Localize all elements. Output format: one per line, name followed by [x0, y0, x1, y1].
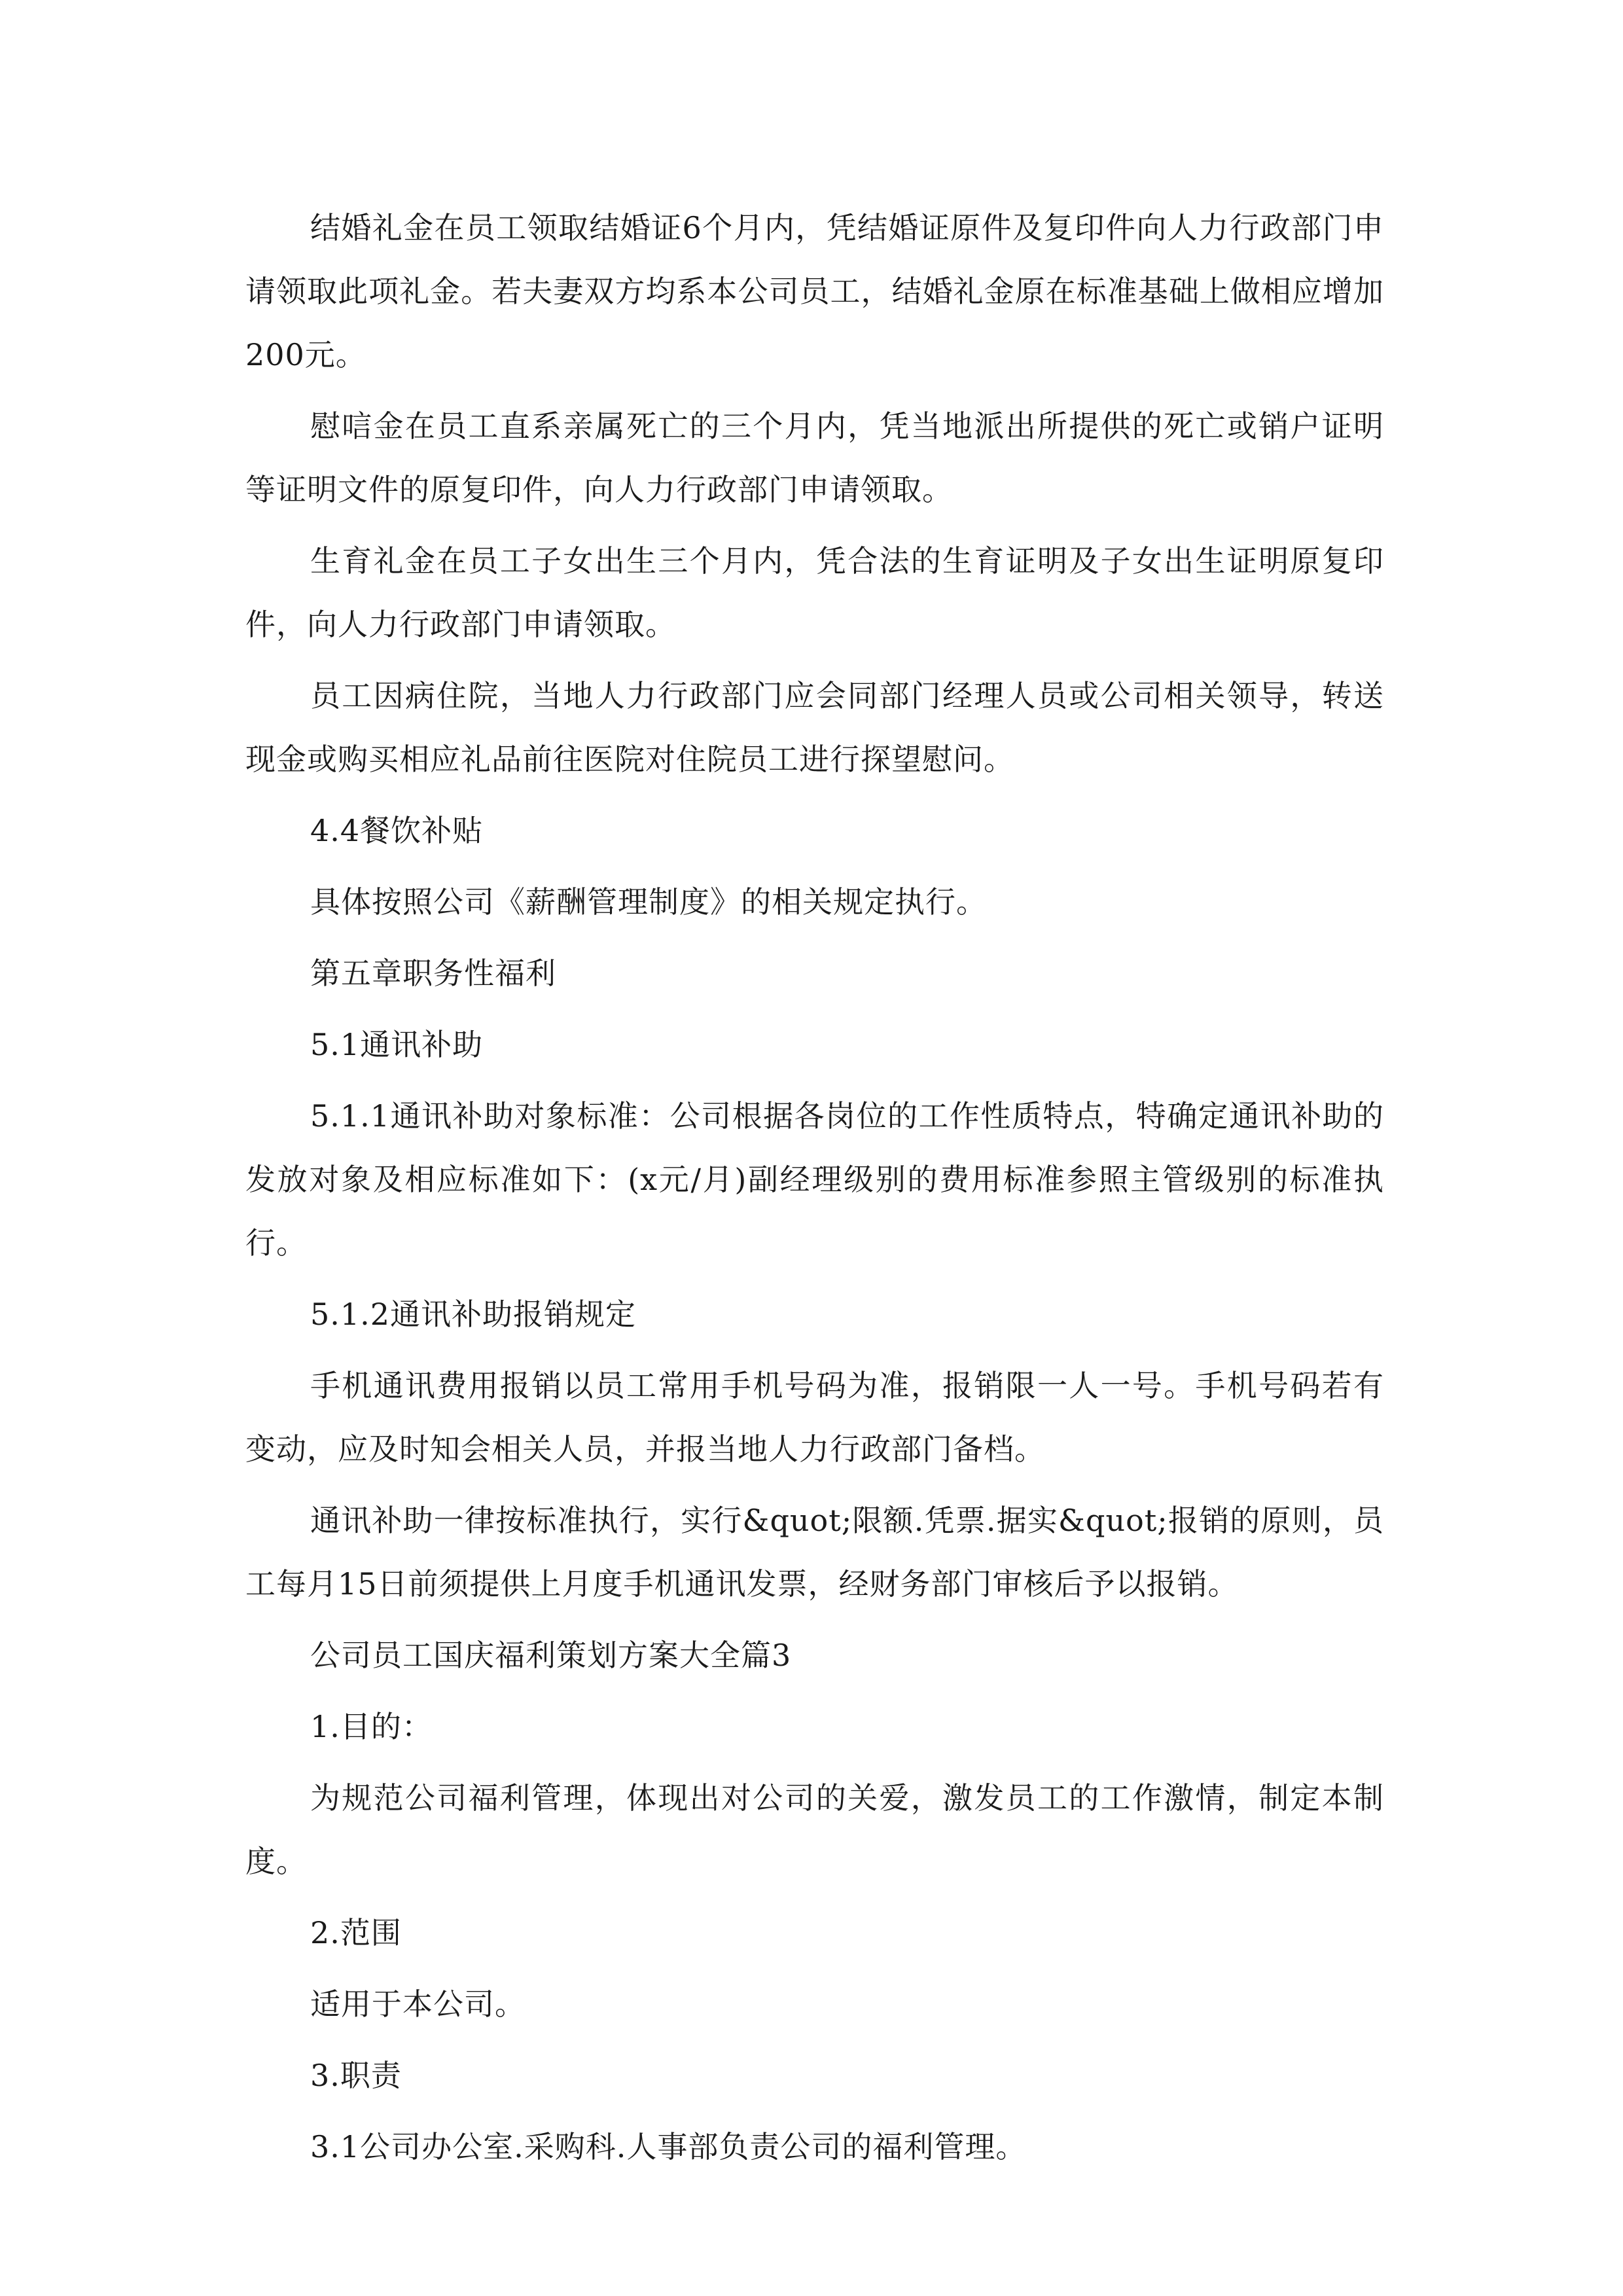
paragraph-condolence-money: 慰唁金在员工直系亲属死亡的三个月内，凭当地派出所提供的死亡或销户证明等证明文件的原复印件，向人力行政部门申请领取。 — [245, 408, 1384, 507]
heading-reimbursement-rules: 5.1.2通讯补助报销规定 — [310, 1297, 637, 1332]
heading-communication-allowance: 5.1通讯补助 — [310, 1027, 484, 1062]
paragraph-hospital-visit: 员工因病住院，当地人力行政部门应会同部门经理人员或公司相关领导，转送现金或购买相应礼品前往医院对住院员工进行探望慰问。 — [245, 678, 1384, 777]
paragraph-birth-gift: 生育礼金在员工子女出生三个月内，凭合法的生育证明及子女出生证明原复印件，向人力行政部门申请领取。 — [245, 543, 1384, 642]
heading-responsibilities: 3.职责 — [310, 2058, 402, 2093]
paragraph-meal-allowance: 具体按照公司《薪酬管理制度》的相关规定执行。 — [310, 884, 987, 920]
paragraph-scope: 适用于本公司。 — [310, 1986, 526, 2022]
heading-chapter-five: 第五章职务性福利 — [310, 956, 556, 991]
heading-scope: 2.范围 — [310, 1915, 402, 1950]
document-body — [245, 196, 1384, 2187]
paragraph-wedding-gift: 结婚礼金在员工领取结婚证6个月内，凭结婚证原件及复印件向人力行政部门申请领取此项礼金。若夫妻双方均系本公司员工，结婚礼金原在标准基础上做相应增加200元。 — [245, 210, 1384, 372]
paragraph-purpose: 为规范公司福利管理，体现出对公司的关爱，激发员工的工作激情，制定本制度。 — [245, 1780, 1384, 1879]
paragraph-allowance-standard: 5.1.1通讯补助对象标准：公司根据各岗位的工作性质特点，特确定通讯补助的发放对象及相应标准如下：(x元/月)副经理级别的费用标准参照主管级别的标准执行。 — [245, 1098, 1384, 1261]
paragraph-reimbursement-principle: 通讯补助一律按标准执行，实行&quot;限额.凭票.据实&quot;报销的原则，员工每月15日前须提供上月度手机通讯发票，经财务部门审核后予以报销。 — [245, 1503, 1384, 1602]
heading-plan-part-three: 公司员工国庆福利策划方案大全篇3 — [310, 1638, 792, 1673]
heading-purpose: 1.目的： — [310, 1709, 433, 1744]
paragraph-responsibilities: 3.1公司办公室.采购科.人事部负责公司的福利管理。 — [310, 2129, 1027, 2164]
heading-meal-allowance: 4.4餐饮补贴 — [310, 813, 484, 848]
paragraph-phone-reimbursement: 手机通讯费用报销以员工常用手机号码为准，报销限一人一号。手机号码若有变动，应及时知会相关人员，并报当地人力行政部门备档。 — [245, 1368, 1384, 1467]
